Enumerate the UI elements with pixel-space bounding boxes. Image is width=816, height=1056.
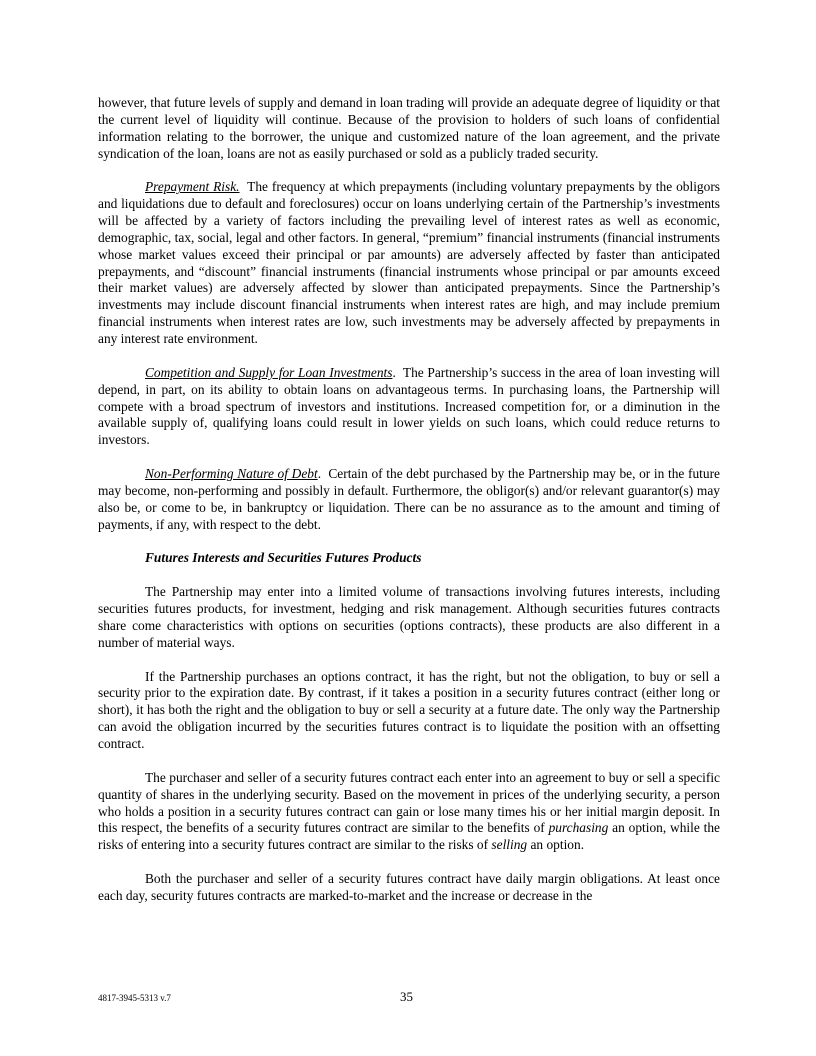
document-id: 4817-3945-5313 v.7 <box>98 993 171 1003</box>
prepayment-risk-title: Prepayment Risk. <box>145 179 240 195</box>
prepayment-risk-body: The frequency at which prepayments (including voluntary prepayments by the obligors and liquidations due to default and foreclosures) occur on loans underlying certain of the Partnership’s investments will be affected by a variety of factors including the prevailing level of interest rates as well as economic, demographic, tax, social, legal and other factors. In general, “premium” financial instruments (financial instruments whose market values exceed their principal or par amounts) are adversely affected by faster than anticipated prepayments, and “discount” financial instruments (financial instruments whose principal or par amounts exceed their market values) are adversely affected by slower than anticipated prepayments. Since the Partnership’s investments may include discount financial instruments when interest rates are high, and may include premium financial instruments when interest rates are low, such investments may be adversely affected by prepayments in any interest rate environment. <box>98 179 720 346</box>
purchaser-seller-text-b: an option, while the risks of entering into a security futures contract are similar to the risks of <box>98 820 720 853</box>
paragraph-futures-intro: The Partnership may enter into a limited volume of transactions involving futures interests, including securities futures products, for investment, hedging and risk management. Although securities futures contracts share come characteristics with options on securities (options contracts), these products are also different in a number of material ways. <box>98 584 720 650</box>
paragraph-options-vs-futures: If the Partnership purchases an options contract, it has the right, but not the obligation, to buy or sell a security prior to the expiration date. By contrast, if it takes a position in a security futures contract (either long or short), it has both the right and the obligation to buy or sell a security at a future date. The only way the Partnership can avoid the obligation incurred by the securities futures contract is to liquidate the position with an offsetting contract. <box>98 668 720 751</box>
purchasing-emphasis: purchasing <box>548 820 609 836</box>
page-number: 35 <box>400 989 413 1004</box>
non-performing-title: Non-Performing Nature of Debt <box>145 466 318 482</box>
purchaser-seller-text-a: The purchaser and seller of a security futures contract each enter into an agreement to buy or sell a specific quantity of shares in the underlying security. Based on the movement in prices of the underlying security, a person who holds a position in a security futures contract can gain or lose many times his or her initial margin deposit. In this respect, the benefits of a security futures contract are similar to the benefits of <box>98 769 720 836</box>
paragraph-margin-obligations: Both the purchaser and seller of a security futures contract have daily margin obligations. At least once each day, security futures contracts are marked-to-market and the increase or decrease in the <box>98 871 720 903</box>
paragraph-competition: Competition and Supply for Loan Investments. The Partnership’s success in the area of loan investing will depend, in part, on its ability to obtain loans on advantageous terms. In purchasing loans, the Partnership will compete with a broad spectrum of investors and institutions. Increased competition for, or a diminution in the available supply of, qualifying loans could result in lower yields on such loans, which could reduce returns to investors. <box>98 364 720 448</box>
paragraph-non-performing: Non-Performing Nature of Debt. Certain of the debt purchased by the Partnership may be, or in the future may become, non-performing and possibly in default. Furthermore, the obligor(s) and/or relevant guarantor(s) may also be, or come to be, in bankruptcy or liquidation. There can be no assurance as to the amount and timing of payments, if any, with respect to the debt. <box>98 466 721 532</box>
purchaser-seller-text-c: an option. <box>527 837 585 853</box>
paragraph-prepayment-risk <box>98 179 720 347</box>
section-heading-futures: Futures Interests and Securities Futures Products <box>145 550 422 566</box>
competition-title: Competition and Supply for Loan Investments <box>145 364 393 380</box>
paragraph-loan-liquidity: however, that future levels of supply and demand in loan trading will provide an adequate degree of liquidity or that the current level of liquidity will continue. Because of the provision to holders of such loans of confidential information relating to the borrower, the unique and customized nature of the loan agreement, and the private syndication of the loan, loans are not as easily purchased or sold as a publicly traded security. <box>98 95 720 161</box>
competition-body: The Partnership’s success in the area of loan investing will depend, in part, on its ability to obtain loans on advantageous terms. In purchasing loans, the Partnership will compete with a broad spectrum of investors and institutions. Increased competition for, or a diminution in the available supply of, qualifying loans could result in lower yields on such loans, which could reduce returns to investors. <box>98 364 720 448</box>
selling-emphasis: selling <box>491 837 528 853</box>
paragraph-purchaser-seller <box>98 770 720 854</box>
document-body <box>98 95 720 922</box>
non-performing-body: Certain of the debt purchased by the Partnership may be, or in the future may become, non-performing and possibly in default. Furthermore, the obligor(s) and/or relevant guarantor(s) may also be, or come to be, in bankruptcy or liquidation. There can be no assurance as to the amount and timing of payments, if any, with respect to the debt. <box>98 466 721 532</box>
